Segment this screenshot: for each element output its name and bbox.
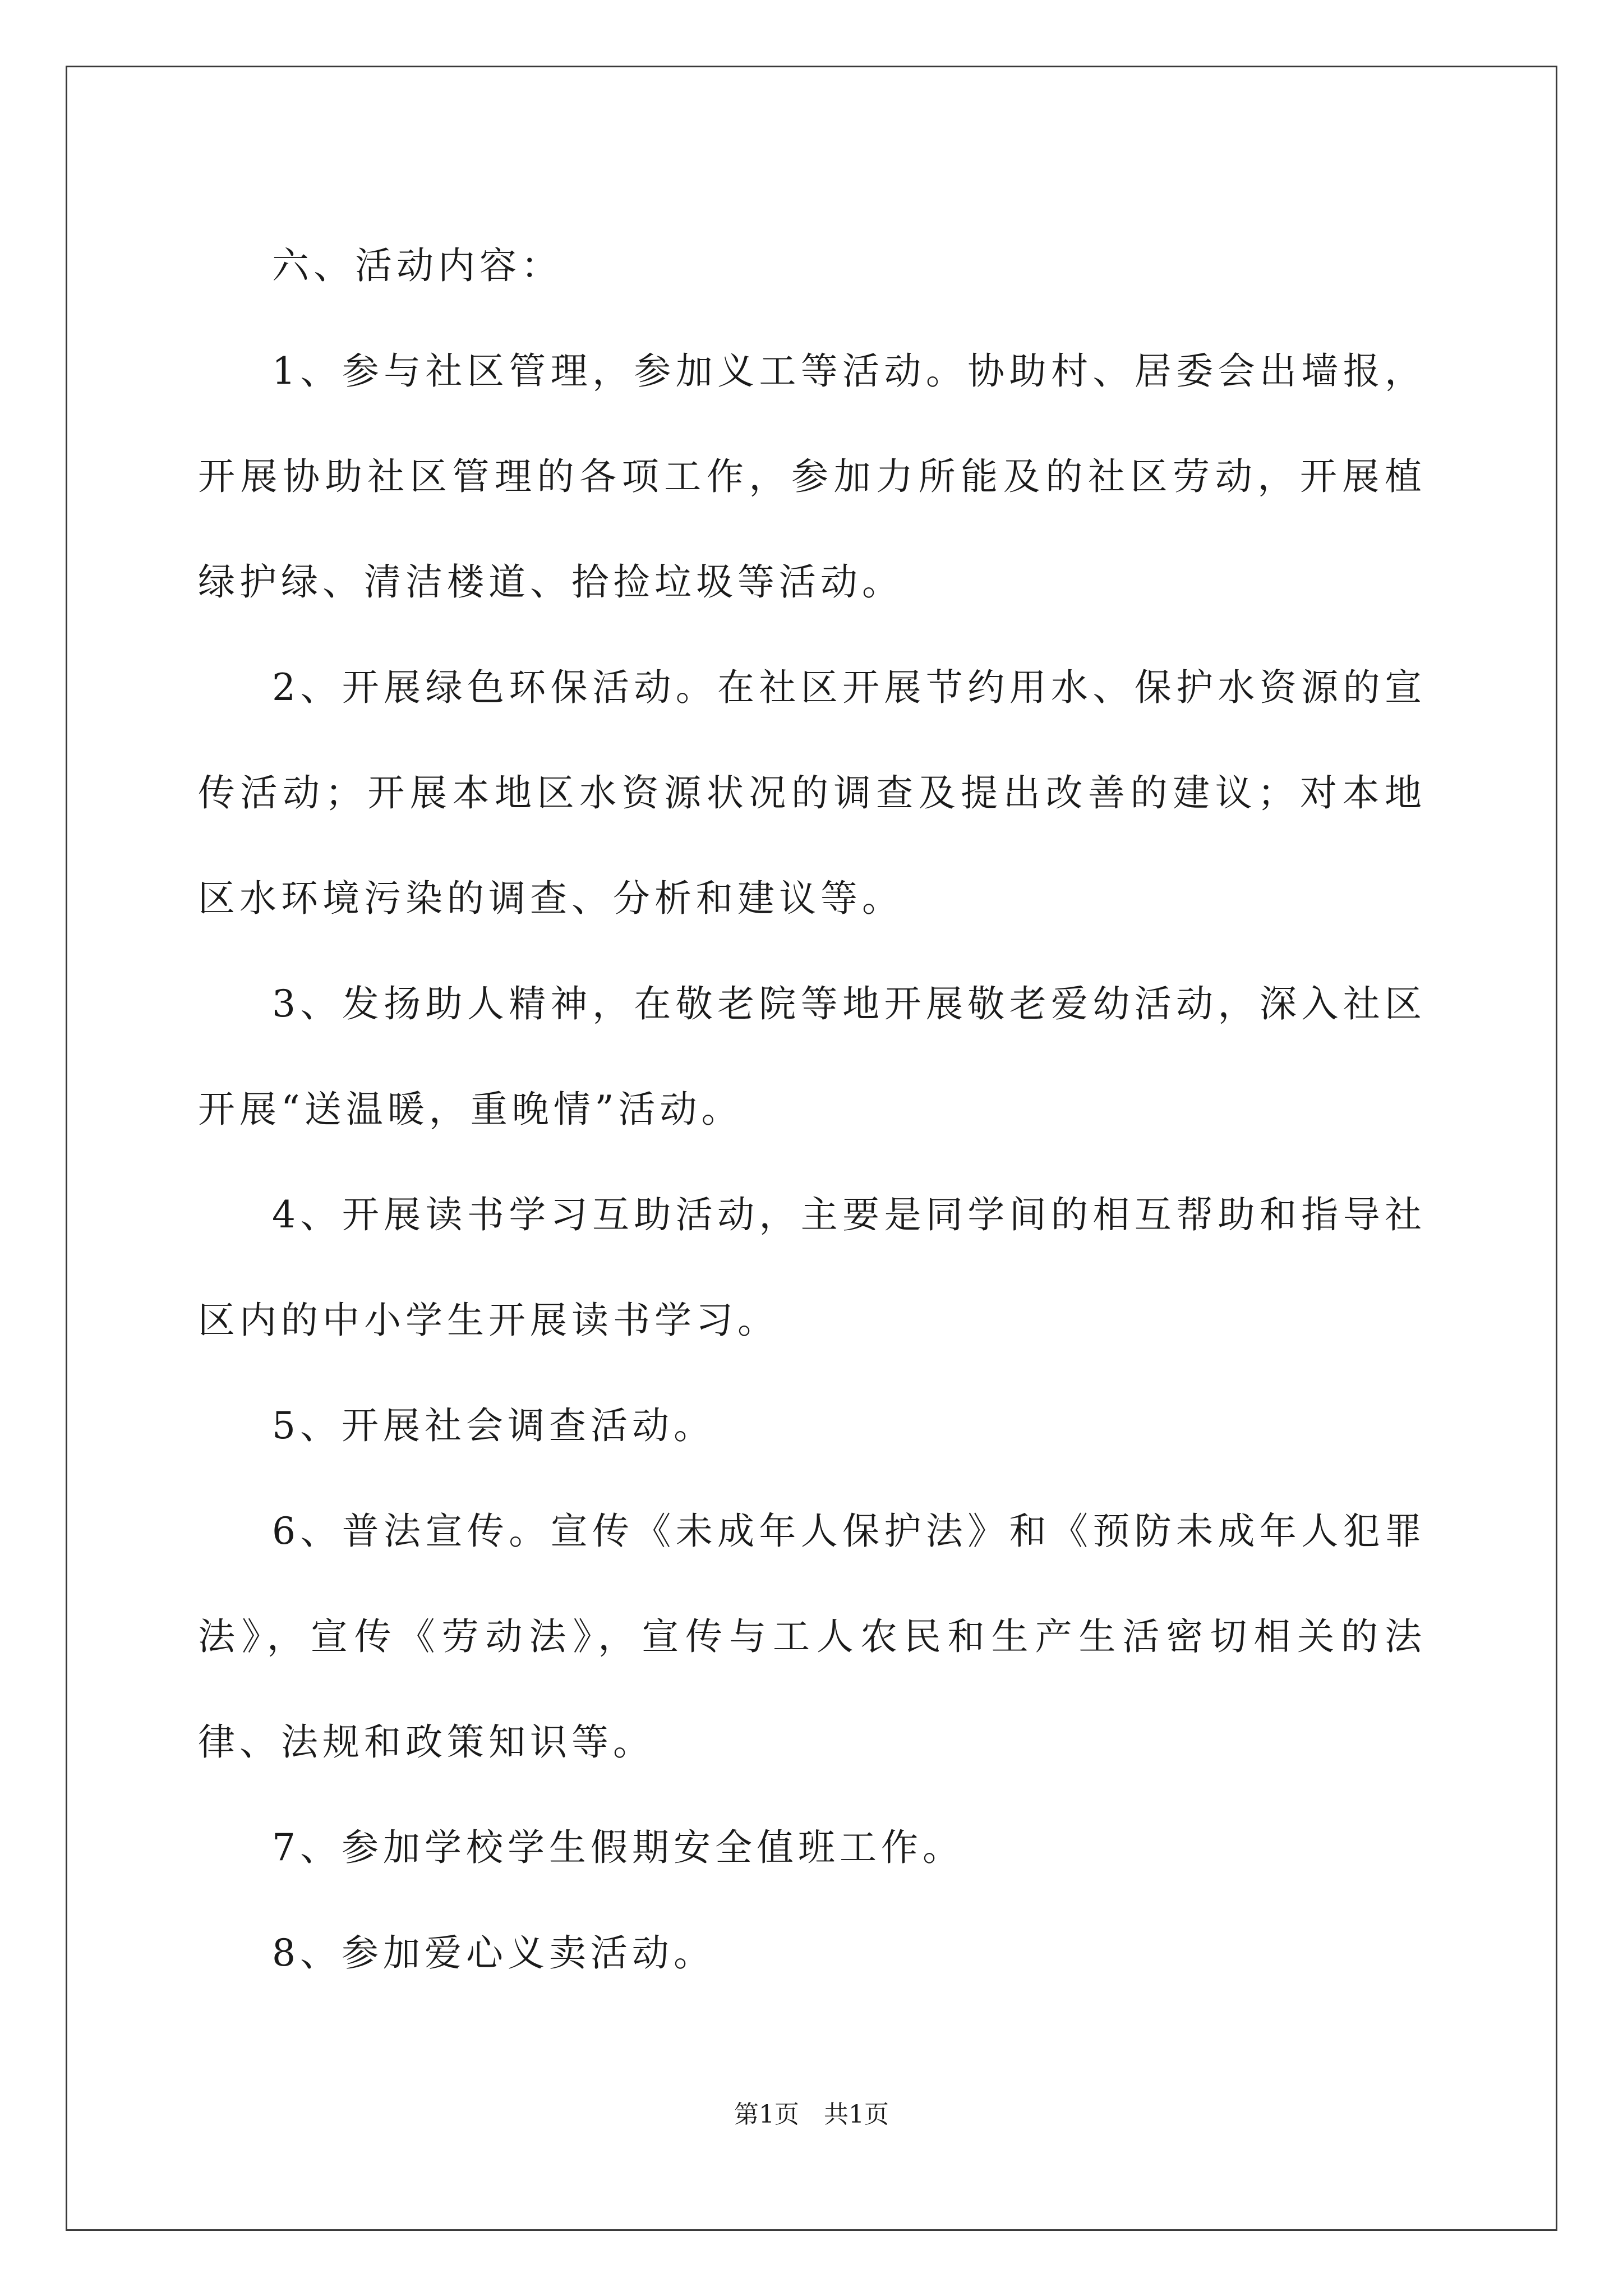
list-item: 7、参加学校学生假期安全值班工作。 — [272, 1826, 964, 1869]
document-body — [198, 213, 1426, 2006]
list-item: 3、发扬助人精神，在敬老院等地开展敬老爱幼活动，深入社区开展“送温暖，重晚情”活动。 — [198, 982, 1426, 1131]
list-item: 6、普法宣传。宣传《未成年人保护法》和《预防未成年人犯罪法》，宣传《劳动法》，宣传与工人农民和生产生活密切相关的法律、法规和政策知识等。 — [198, 1510, 1426, 1764]
page-footer — [0, 2098, 1623, 2132]
section-heading: 六、活动内容： — [272, 244, 562, 287]
list-item: 2、开展绿色环保活动。在社区开展节约用水、保护水资源的宣传活动；开展本地区水资源状况的调查及提出改善的建议；对本地区水环境污染的调查、分析和建议等。 — [198, 666, 1426, 920]
page-number: 第1页 共1页 — [734, 2100, 889, 2129]
list-item: 4、开展读书学习互助活动，主要是同学间的相互帮助和指导社区内的中小学生开展读书学习。 — [198, 1193, 1426, 1342]
list-item: 1、参与社区管理，参加义工等活动。协助村、居委会出墙报，开展协助社区管理的各项工作，参加力所能及的社区劳动，开展植绿护绿、清洁楼道、拾捡垃圾等活动。 — [198, 349, 1426, 604]
list-item: 8、参加爱心义卖活动。 — [272, 1931, 715, 1975]
list-item: 5、开展社会调查活动。 — [272, 1404, 715, 1447]
